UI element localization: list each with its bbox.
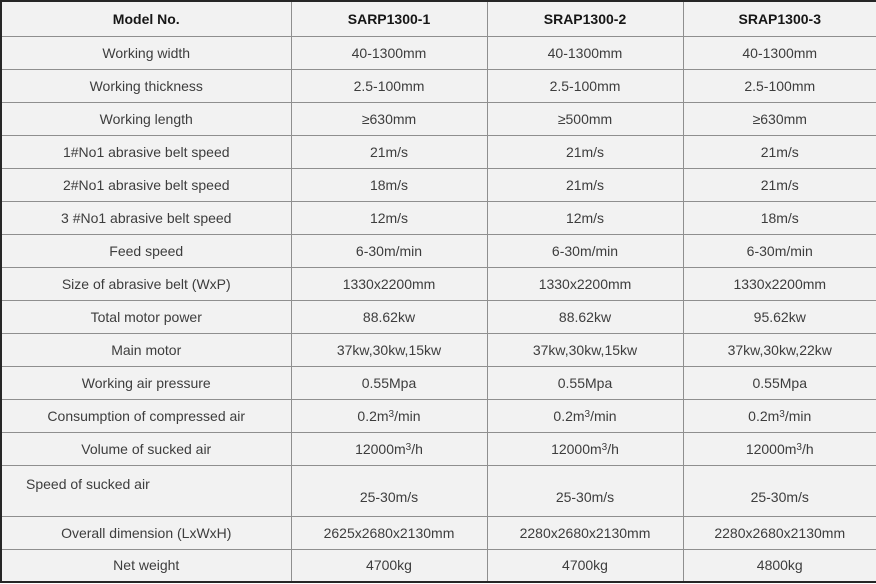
spec-row-label: Size of abrasive belt (WxP): [1, 267, 291, 300]
spec-row-value: 21m/s: [291, 135, 487, 168]
spec-row-value: 2.5-100mm: [291, 69, 487, 102]
spec-row-value: 4800kg: [683, 549, 876, 582]
spec-row-value: $12000m^3/h$: [683, 432, 876, 465]
spec-row-value: 12m/s: [291, 201, 487, 234]
table-row: [1, 201, 876, 234]
spec-row-label: Speed of sucked air: [1, 465, 291, 516]
table-row: [1, 267, 876, 300]
spec-row-value: 25-30m/s: [291, 465, 487, 516]
spec-row-value: 6-30m/min: [487, 234, 683, 267]
table-row: [1, 135, 876, 168]
table-row: [1, 300, 876, 333]
spec-row-label: Working thickness: [1, 69, 291, 102]
spec-row-value: 37kw,30kw,15kw: [487, 333, 683, 366]
spec-row-value: 88.62kw: [487, 300, 683, 333]
spec-row-value: 2280x2680x2130mm: [683, 516, 876, 549]
table-row: [1, 432, 876, 465]
superscript-3: 3: [601, 441, 608, 453]
spec-row-value: 21m/s: [487, 168, 683, 201]
column-header-model-3: SRAP1300-3: [683, 1, 876, 36]
spec-row-value: 1330x2200mm: [487, 267, 683, 300]
spec-row-label: Working length: [1, 102, 291, 135]
spec-row-value: $0.2m^3/\min$: [487, 399, 683, 432]
spec-row-label: Net weight: [1, 549, 291, 582]
spec-row-value: 37kw,30kw,22kw: [683, 333, 876, 366]
spec-row-label: Working width: [1, 36, 291, 69]
spec-row-value: 1330x2200mm: [683, 267, 876, 300]
spec-row-value: ≥500mm: [487, 102, 683, 135]
spec-row-value: 18m/s: [683, 201, 876, 234]
spec-row-value: 40-1300mm: [683, 36, 876, 69]
spec-row-value: 40-1300mm: [291, 36, 487, 69]
table-row: [1, 549, 876, 582]
column-header-model-2: SRAP1300-2: [487, 1, 683, 36]
spec-row-value: 6-30m/min: [683, 234, 876, 267]
spec-row-value: 2.5-100mm: [683, 69, 876, 102]
spec-row-value: 1330x2200mm: [291, 267, 487, 300]
spec-row-value: $12000m^3/h$: [291, 432, 487, 465]
table-row: [1, 102, 876, 135]
spec-row-label: 1#No1 abrasive belt speed: [1, 135, 291, 168]
spec-table-body: [1, 36, 876, 582]
superscript-3: 3: [584, 408, 591, 420]
table-row: [1, 516, 876, 549]
spec-row-value: $12000m^3/h$: [487, 432, 683, 465]
spec-row-value: 88.62kw: [291, 300, 487, 333]
spec-row-label: Working air pressure: [1, 366, 291, 399]
spec-row-value: 18m/s: [291, 168, 487, 201]
spec-row-value: 40-1300mm: [487, 36, 683, 69]
spec-row-value: 21m/s: [487, 135, 683, 168]
spec-row-value: 4700kg: [487, 549, 683, 582]
table-row: [1, 36, 876, 69]
spec-row-value: 25-30m/s: [683, 465, 876, 516]
table-row: [1, 168, 876, 201]
spec-row-value: 0.55Mpa: [291, 366, 487, 399]
spec-row-value: 12m/s: [487, 201, 683, 234]
column-header-model-1: SARP1300-1: [291, 1, 487, 36]
spec-row-value: 21m/s: [683, 168, 876, 201]
spec-row-label: 3 #No1 abrasive belt speed: [1, 201, 291, 234]
header-row: [1, 1, 876, 36]
spec-row-value: 0.55Mpa: [683, 366, 876, 399]
spec-row-label: Total motor power: [1, 300, 291, 333]
table-row: [1, 333, 876, 366]
spec-row-value: 6-30m/min: [291, 234, 487, 267]
spec-row-label: Overall dimension (LxWxH): [1, 516, 291, 549]
spec-row-value: 2625x2680x2130mm: [291, 516, 487, 549]
spec-row-value: ≥630mm: [683, 102, 876, 135]
spec-row-value: 25-30m/s: [487, 465, 683, 516]
spec-row-value: 21m/s: [683, 135, 876, 168]
table-row: [1, 69, 876, 102]
spec-row-label: Main motor: [1, 333, 291, 366]
spec-row-label: Consumption of compressed air: [1, 399, 291, 432]
spec-row-value: 2.5-100mm: [487, 69, 683, 102]
spec-row-value: 4700kg: [291, 549, 487, 582]
spec-row-value: 2280x2680x2130mm: [487, 516, 683, 549]
spec-row-value: 95.62kw: [683, 300, 876, 333]
spec-row-value: 37kw,30kw,15kw: [291, 333, 487, 366]
column-header-model-no: Model No.: [1, 1, 291, 36]
spec-table-head: [1, 1, 876, 36]
table-row: [1, 399, 876, 432]
spec-row-value: 0.55Mpa: [487, 366, 683, 399]
spec-row-label: Volume of sucked air: [1, 432, 291, 465]
spec-row-label: 2#No1 abrasive belt speed: [1, 168, 291, 201]
table-row: [1, 234, 876, 267]
superscript-3: 3: [388, 408, 395, 420]
superscript-3: 3: [405, 441, 412, 453]
superscript-3: 3: [779, 408, 785, 420]
table-row: [1, 366, 876, 399]
table-row: [1, 465, 876, 516]
superscript-3: 3: [796, 441, 802, 453]
spec-row-value: ≥630mm: [291, 102, 487, 135]
spec-row-label: Feed speed: [1, 234, 291, 267]
spec-row-value: $0.2m^3/\min$: [683, 399, 876, 432]
spec-row-value: $0.2m^3/\min$: [291, 399, 487, 432]
